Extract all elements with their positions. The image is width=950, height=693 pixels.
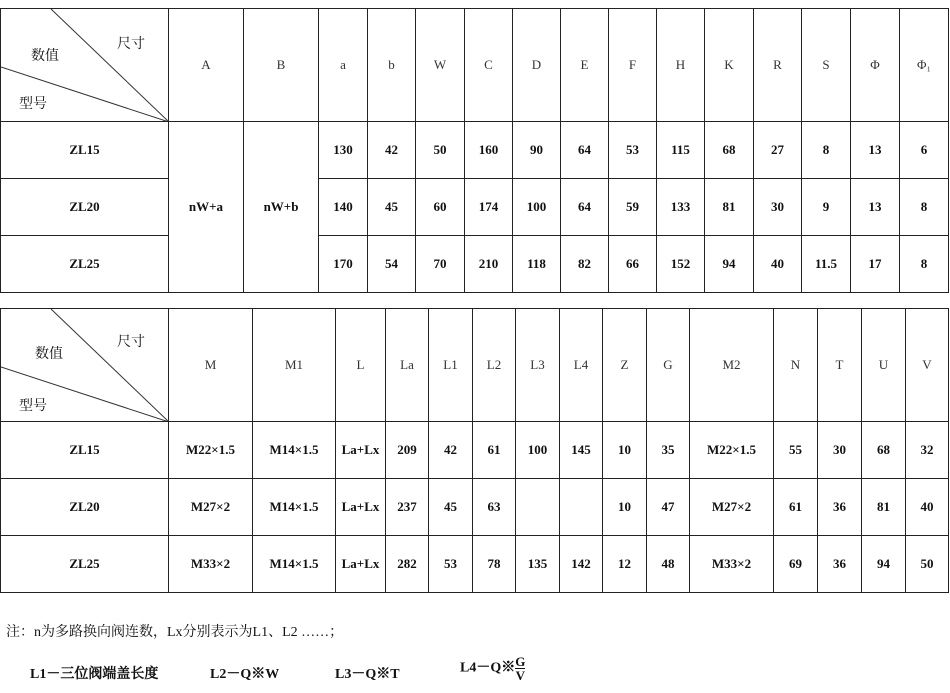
table-cell: 13	[851, 179, 900, 236]
table-cell: 50	[906, 536, 949, 593]
table-cell: 140	[319, 179, 368, 236]
dimension-table-1	[0, 8, 949, 293]
header-M2: M2	[690, 309, 774, 422]
table-cell: 210	[465, 236, 513, 293]
table-cell: 9	[802, 179, 851, 236]
table-cell: M27×2	[169, 479, 253, 536]
header-U: U	[862, 309, 906, 422]
table-cell: 130	[319, 122, 368, 179]
table-cell: 8	[900, 179, 949, 236]
header-L1: L1	[429, 309, 473, 422]
table-cell: La+Lx	[336, 479, 386, 536]
header-L: L	[336, 309, 386, 422]
table-cell: 8	[900, 236, 949, 293]
table-cell: 59	[609, 179, 657, 236]
table-cell: 64	[561, 122, 609, 179]
table-cell: 282	[386, 536, 429, 593]
table-cell: 66	[609, 236, 657, 293]
row-model-zl25: ZL25	[1, 236, 169, 293]
corner-label-model: 型号	[19, 96, 47, 112]
table-cell: 42	[368, 122, 416, 179]
table-cell: 152	[657, 236, 705, 293]
header-N: N	[774, 309, 818, 422]
table-cell: La+Lx	[336, 536, 386, 593]
header-T: T	[818, 309, 862, 422]
table-cell: 63	[473, 479, 516, 536]
table-cell: 61	[774, 479, 818, 536]
table-cell: 17	[851, 236, 900, 293]
table-cell: 209	[386, 422, 429, 479]
table-cell: 45	[368, 179, 416, 236]
table-cell: M22×1.5	[690, 422, 774, 479]
table-cell-empty	[560, 479, 603, 536]
header-L4: L4	[560, 309, 603, 422]
table-cell: 10	[603, 422, 647, 479]
table-cell: 60	[416, 179, 465, 236]
row-model-zl25: ZL25	[1, 536, 169, 593]
row-model-zl20: ZL20	[1, 479, 169, 536]
table-cell: 45	[429, 479, 473, 536]
table-cell: 118	[513, 236, 561, 293]
fraction-numerator: G	[515, 654, 526, 669]
table-cell-empty	[516, 479, 560, 536]
table-cell: 174	[465, 179, 513, 236]
header-M1: M1	[253, 309, 336, 422]
table-cell: 81	[862, 479, 906, 536]
header-C: C	[465, 9, 513, 122]
header-L2: L2	[473, 309, 516, 422]
header-S: S	[802, 9, 851, 122]
formula-l3: L3－Q※T	[335, 667, 400, 682]
corner-header-cell	[1, 9, 169, 122]
table-cell: 135	[516, 536, 560, 593]
table-cell: 11.5	[802, 236, 851, 293]
corner-label-value: 数值	[31, 48, 59, 64]
table-cell: 82	[561, 236, 609, 293]
table-cell: M22×1.5	[169, 422, 253, 479]
table-cell: 30	[754, 179, 802, 236]
row-model-zl15: ZL15	[1, 422, 169, 479]
corner-header-cell-2	[1, 309, 169, 422]
table-cell: 54	[368, 236, 416, 293]
merged-cell-A: nW+a	[169, 122, 244, 293]
formula-l4-prefix: L4－Q※	[460, 660, 516, 676]
table-cell: 170	[319, 236, 368, 293]
table-cell: 6	[900, 122, 949, 179]
table-cell: 47	[647, 479, 690, 536]
table-cell: M14×1.5	[253, 536, 336, 593]
table-cell: 61	[473, 422, 516, 479]
table-cell: 8	[802, 122, 851, 179]
table-cell: M14×1.5	[253, 479, 336, 536]
table-cell: 40	[754, 236, 802, 293]
header-phi: Φ	[851, 9, 900, 122]
header-La: La	[386, 309, 429, 422]
fraction-denominator: V	[515, 668, 525, 683]
corner-label-dimension-2: 尺寸	[117, 334, 145, 350]
header-A: A	[169, 9, 244, 122]
table-cell: 48	[647, 536, 690, 593]
table-cell: 35	[647, 422, 690, 479]
row-model-zl15: ZL15	[1, 122, 169, 179]
table-cell: 55	[774, 422, 818, 479]
corner-label-value-2: 数值	[35, 346, 63, 362]
header-V: V	[906, 309, 949, 422]
table-cell: M33×2	[690, 536, 774, 593]
header-B: B	[244, 9, 319, 122]
header-R: R	[754, 9, 802, 122]
header-E: E	[561, 9, 609, 122]
table-cell: 69	[774, 536, 818, 593]
table-cell: 53	[609, 122, 657, 179]
table-cell: 237	[386, 479, 429, 536]
header-a: a	[319, 9, 368, 122]
table-cell: La+Lx	[336, 422, 386, 479]
table-cell: 100	[516, 422, 560, 479]
table-cell: 133	[657, 179, 705, 236]
footnote: 注：n为多路换向阀连数，Lx分别表示为L1、L2 ……；	[6, 625, 344, 640]
table-cell: 68	[862, 422, 906, 479]
table-cell: 78	[473, 536, 516, 593]
header-b: b	[368, 9, 416, 122]
table-cell: 40	[906, 479, 949, 536]
table-cell: 27	[754, 122, 802, 179]
corner-label-dimension: 尺寸	[117, 36, 145, 52]
header-M: M	[169, 309, 253, 422]
formula-l1: L1－三位阀端盖长度	[30, 667, 159, 682]
merged-cell-B: nW+b	[244, 122, 319, 293]
header-K: K	[705, 9, 754, 122]
table-cell: 42	[429, 422, 473, 479]
row-model-zl20: ZL20	[1, 179, 169, 236]
table-cell: 94	[705, 236, 754, 293]
table-cell: 12	[603, 536, 647, 593]
table-cell: 68	[705, 122, 754, 179]
table-cell: 145	[560, 422, 603, 479]
table-cell: 142	[560, 536, 603, 593]
table-cell: M27×2	[690, 479, 774, 536]
table-cell: 32	[906, 422, 949, 479]
formula-l4	[460, 655, 525, 682]
header-G: G	[647, 309, 690, 422]
table-cell: 10	[603, 479, 647, 536]
table-cell: M14×1.5	[253, 422, 336, 479]
corner-label-model-2: 型号	[19, 398, 47, 414]
table-cell: 94	[862, 536, 906, 593]
table-cell: 90	[513, 122, 561, 179]
table-cell: 81	[705, 179, 754, 236]
dimension-table-2	[0, 308, 949, 593]
table-cell: 100	[513, 179, 561, 236]
header-L3: L3	[516, 309, 560, 422]
table-cell: 53	[429, 536, 473, 593]
header-F: F	[609, 9, 657, 122]
header-Z: Z	[603, 309, 647, 422]
table-cell: 30	[818, 422, 862, 479]
table-cell: 115	[657, 122, 705, 179]
table-cell: 64	[561, 179, 609, 236]
table-cell: 13	[851, 122, 900, 179]
table-cell: 36	[818, 536, 862, 593]
header-phi1: Φ₁	[900, 9, 949, 122]
header-D: D	[513, 9, 561, 122]
table-cell: 50	[416, 122, 465, 179]
header-H: H	[657, 9, 705, 122]
table-cell: M33×2	[169, 536, 253, 593]
formula-l2: L2－Q※W	[210, 667, 280, 682]
header-W: W	[416, 9, 465, 122]
table-cell: 70	[416, 236, 465, 293]
table-cell: 160	[465, 122, 513, 179]
formula-l4-fraction	[515, 655, 525, 682]
table-cell: 36	[818, 479, 862, 536]
